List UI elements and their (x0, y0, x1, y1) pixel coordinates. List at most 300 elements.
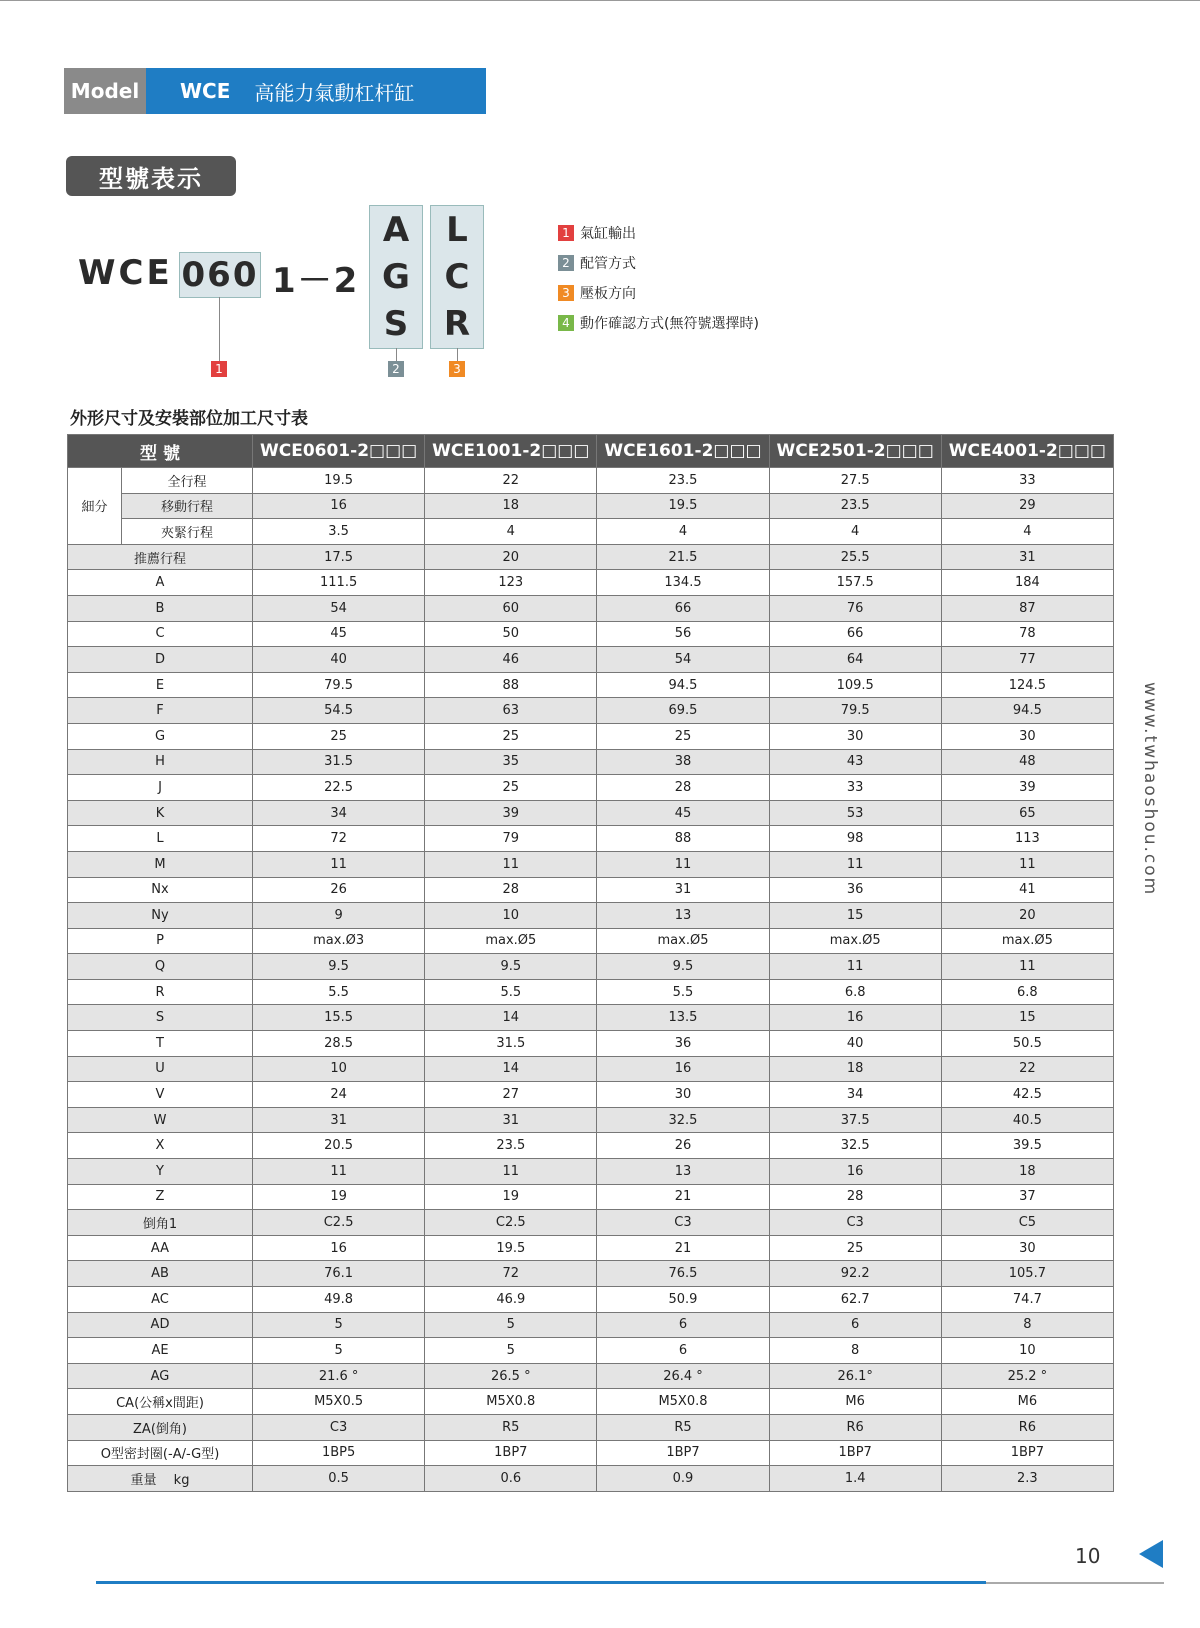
table-cell: 79.5 (769, 698, 941, 724)
table-cell: max.Ø3 (253, 928, 425, 954)
code-size-box: 060 (179, 252, 261, 298)
table-cell: 4 (769, 519, 941, 545)
row-label: W (68, 1107, 253, 1133)
table-cell: 27.5 (769, 468, 941, 494)
table-cell: C3 (253, 1414, 425, 1440)
table-cell: 72 (253, 826, 425, 852)
table-body (68, 468, 1114, 1492)
table-cell: 30 (597, 1082, 769, 1108)
table-row (68, 1210, 1114, 1236)
column-header: WCE0601-2□□□ (253, 435, 425, 468)
table-cell: 16 (253, 1235, 425, 1261)
column-header: WCE1601-2□□□ (597, 435, 769, 468)
table-cell: 27 (425, 1082, 597, 1108)
table-row (68, 928, 1114, 954)
table-cell: C2.5 (253, 1210, 425, 1236)
table-cell: max.Ø5 (597, 928, 769, 954)
legend-text: 壓板方向 (580, 286, 636, 302)
row-label: AE (68, 1338, 253, 1364)
table-cell: max.Ø5 (425, 928, 597, 954)
row-label: K (68, 800, 253, 826)
table-row (68, 570, 1114, 596)
table-cell: 1.4 (769, 1466, 941, 1492)
table-cell: 54 (597, 647, 769, 673)
table-row (68, 672, 1114, 698)
table-row (68, 800, 1114, 826)
table-cell: 19.5 (597, 493, 769, 519)
table-cell: 19.5 (253, 468, 425, 494)
table-cell: 24 (253, 1082, 425, 1108)
table-cell: M5X0.8 (425, 1389, 597, 1415)
header-banner (64, 68, 486, 114)
row-label: V (68, 1082, 253, 1108)
table-cell: 40 (769, 1031, 941, 1057)
table-cell: 34 (253, 800, 425, 826)
table-cell: 28 (769, 1184, 941, 1210)
table-cell: 16 (769, 1005, 941, 1031)
table-cell: 15 (769, 903, 941, 929)
table-cell: 5 (253, 1338, 425, 1364)
row-label: R (68, 979, 253, 1005)
row-label: H (68, 749, 253, 775)
table-cell: 45 (597, 800, 769, 826)
table-row (68, 647, 1114, 673)
table-row (68, 544, 1114, 570)
table-row (68, 1133, 1114, 1159)
row-label: A (68, 570, 253, 596)
row-label: U (68, 1056, 253, 1082)
row-label: J (68, 775, 253, 801)
table-cell: 50.5 (941, 1031, 1113, 1057)
table-row (68, 1005, 1114, 1031)
series-name: WCE (180, 79, 231, 103)
row-label: X (68, 1133, 253, 1159)
table-cell: 38 (597, 749, 769, 775)
table-cell: R5 (597, 1414, 769, 1440)
table-cell: 157.5 (769, 570, 941, 596)
table-cell: 88 (425, 672, 597, 698)
table-cell: 19.5 (425, 1235, 597, 1261)
table-cell: 37.5 (769, 1107, 941, 1133)
table-cell: 22 (941, 1056, 1113, 1082)
table-cell: 64 (769, 647, 941, 673)
table-cell: 39 (425, 800, 597, 826)
table-cell: 31.5 (425, 1031, 597, 1057)
row-label: 夾緊行程 (122, 519, 253, 545)
legend-item (558, 308, 759, 338)
table-cell: 29 (941, 493, 1113, 519)
table-cell: 19 (253, 1184, 425, 1210)
table-cell: 20 (941, 903, 1113, 929)
row-label: Q (68, 954, 253, 980)
table-row (68, 723, 1114, 749)
table-row (68, 698, 1114, 724)
table-cell: 123 (425, 570, 597, 596)
triangle-left-icon (1139, 1540, 1163, 1568)
table-row (68, 595, 1114, 621)
table-cell: 0.5 (253, 1466, 425, 1492)
table-cell: 14 (425, 1005, 597, 1031)
table-cell: 9.5 (597, 954, 769, 980)
table-cell: 32.5 (769, 1133, 941, 1159)
table-row (68, 1184, 1114, 1210)
table-cell: 28.5 (253, 1031, 425, 1057)
row-group-label: 細分 (68, 468, 122, 545)
table-cell: 6.8 (941, 979, 1113, 1005)
table-cell: 1BP7 (425, 1440, 597, 1466)
code-option-column-2 (430, 205, 484, 349)
table-cell: 1BP5 (253, 1440, 425, 1466)
table-cell: C5 (941, 1210, 1113, 1236)
table-row (68, 1261, 1114, 1287)
table-cell: 10 (425, 903, 597, 929)
table-cell: 94.5 (941, 698, 1113, 724)
table-cell: 76 (769, 595, 941, 621)
row-label: AB (68, 1261, 253, 1287)
table-cell: 56 (597, 621, 769, 647)
row-label: ZA(倒角) (68, 1414, 253, 1440)
table-cell: 13 (597, 1159, 769, 1185)
legend-item (558, 278, 759, 308)
code-option: G (382, 256, 410, 297)
legend-number: 3 (558, 285, 574, 301)
table-cell: 8 (769, 1338, 941, 1364)
table-cell: 15.5 (253, 1005, 425, 1031)
legend-item (558, 218, 759, 248)
table-cell: 1BP7 (597, 1440, 769, 1466)
table-cell: 109.5 (769, 672, 941, 698)
table-cell: 21.5 (597, 544, 769, 570)
table-cell: 30 (941, 1235, 1113, 1261)
row-label: M (68, 851, 253, 877)
table-cell: 37 (941, 1184, 1113, 1210)
table-row (68, 903, 1114, 929)
table-cell: C3 (769, 1210, 941, 1236)
row-label: C (68, 621, 253, 647)
table-cell: 69.5 (597, 698, 769, 724)
table-cell: 4 (941, 519, 1113, 545)
table-cell: 92.2 (769, 1261, 941, 1287)
connector-line (457, 348, 458, 362)
table-cell: 13 (597, 903, 769, 929)
table-cell: 0.6 (425, 1466, 597, 1492)
row-label: AA (68, 1235, 253, 1261)
table-row (68, 851, 1114, 877)
table-cell: max.Ø5 (941, 928, 1113, 954)
side-url: www.twhaoshou.com (1140, 682, 1160, 897)
column-header: WCE1001-2□□□ (425, 435, 597, 468)
table-cell: 17.5 (253, 544, 425, 570)
table-cell: 26.1° (769, 1363, 941, 1389)
table-cell: 1BP7 (769, 1440, 941, 1466)
section-title: 型號表示 (66, 156, 236, 196)
table-cell: 11 (597, 851, 769, 877)
table-cell: 5.5 (253, 979, 425, 1005)
row-label: 重量 kg (68, 1466, 253, 1492)
table-cell: 19 (425, 1184, 597, 1210)
table-cell: 76.5 (597, 1261, 769, 1287)
table-row (68, 1031, 1114, 1057)
table-cell: 31 (253, 1107, 425, 1133)
table-cell: 36 (769, 877, 941, 903)
table-cell: 134.5 (597, 570, 769, 596)
table-cell: max.Ø5 (769, 928, 941, 954)
table-row (68, 1440, 1114, 1466)
table-cell: 13.5 (597, 1005, 769, 1031)
row-label: G (68, 723, 253, 749)
top-rule (0, 0, 1200, 1)
table-cell: M6 (941, 1389, 1113, 1415)
row-label: Z (68, 1184, 253, 1210)
table-cell: 94.5 (597, 672, 769, 698)
table-cell: 16 (597, 1056, 769, 1082)
table-cell: 0.9 (597, 1466, 769, 1492)
marker-2: 2 (388, 361, 404, 377)
table-cell: 25.5 (769, 544, 941, 570)
code-option-column-1 (369, 205, 423, 349)
table-cell: 31 (597, 877, 769, 903)
table-cell: 21 (597, 1235, 769, 1261)
table-cell: 66 (769, 621, 941, 647)
table-row (68, 749, 1114, 775)
table-cell: 10 (253, 1056, 425, 1082)
table-cell: 63 (425, 698, 597, 724)
row-label: O型密封圈(-A/-G型) (68, 1440, 253, 1466)
table-cell: C3 (597, 1210, 769, 1236)
spec-table (67, 434, 1114, 1492)
table-cell: 22 (425, 468, 597, 494)
table-cell: 77 (941, 647, 1113, 673)
table-cell: 36 (597, 1031, 769, 1057)
table-row (68, 1159, 1114, 1185)
code-option: A (382, 209, 410, 250)
table-cell: 20.5 (253, 1133, 425, 1159)
row-label: E (68, 672, 253, 698)
table-cell: 74.7 (941, 1287, 1113, 1313)
table-cell: 11 (425, 851, 597, 877)
table-cell: 40 (253, 647, 425, 673)
table-cell: 50 (425, 621, 597, 647)
table-cell: 5.5 (425, 979, 597, 1005)
table-cell: 46.9 (425, 1287, 597, 1313)
table-cell: 124.5 (941, 672, 1113, 698)
row-label: 倒角1 (68, 1210, 253, 1236)
table-cell: 41 (941, 877, 1113, 903)
row-label: AG (68, 1363, 253, 1389)
table-cell: 45 (253, 621, 425, 647)
table-row (68, 979, 1114, 1005)
table-cell: 88 (597, 826, 769, 852)
table-cell: 14 (425, 1056, 597, 1082)
table-row (68, 1082, 1114, 1108)
table-cell: 79.5 (253, 672, 425, 698)
legend-number: 4 (558, 315, 574, 331)
table-row (68, 1107, 1114, 1133)
table-cell: 3.5 (253, 519, 425, 545)
table-cell: 5 (425, 1338, 597, 1364)
table-cell: 26.4 ° (597, 1363, 769, 1389)
table-row (68, 519, 1114, 545)
table-row (68, 954, 1114, 980)
table-cell: 16 (769, 1159, 941, 1185)
table-cell: R5 (425, 1414, 597, 1440)
row-label: Y (68, 1159, 253, 1185)
table-row (68, 1414, 1114, 1440)
table-cell: R6 (941, 1414, 1113, 1440)
code-option: R (443, 304, 471, 345)
table-cell: 28 (425, 877, 597, 903)
table-cell: 105.7 (941, 1261, 1113, 1287)
table-cell: 9.5 (253, 954, 425, 980)
table-cell: M5X0.5 (253, 1389, 425, 1415)
table-cell: 1BP7 (941, 1440, 1113, 1466)
table-cell: 18 (425, 493, 597, 519)
table-cell: 28 (597, 775, 769, 801)
table-cell: 4 (425, 519, 597, 545)
table-cell: 30 (769, 723, 941, 749)
code-rest: 1－2 (272, 261, 360, 301)
table-cell: 25 (253, 723, 425, 749)
marker-1: 1 (211, 361, 227, 377)
row-label: Ny (68, 903, 253, 929)
table-row (68, 1466, 1114, 1492)
table-cell: 15 (941, 1005, 1113, 1031)
table-cell: 22.5 (253, 775, 425, 801)
table-cell: 53 (769, 800, 941, 826)
table-cell: 25.2 ° (941, 1363, 1113, 1389)
table-cell: 11 (941, 851, 1113, 877)
row-label: F (68, 698, 253, 724)
table-cell: 184 (941, 570, 1113, 596)
table-cell: 65 (941, 800, 1113, 826)
table-row (68, 775, 1114, 801)
table-cell: 10 (941, 1338, 1113, 1364)
table-row (68, 1338, 1114, 1364)
table-cell: 78 (941, 621, 1113, 647)
table-cell: 11 (425, 1159, 597, 1185)
table-row (68, 621, 1114, 647)
table-cell: 18 (941, 1159, 1113, 1185)
table-cell: 72 (425, 1261, 597, 1287)
legend-text: 氣缸輸出 (580, 226, 636, 242)
row-label: P (68, 928, 253, 954)
header-model-label: 型 號 (68, 435, 253, 468)
product-name: 高能力氣動杠杆缸 (254, 80, 415, 105)
table-cell: 46 (425, 647, 597, 673)
connector-line (396, 348, 397, 362)
table-cell: 18 (769, 1056, 941, 1082)
connector-line (219, 297, 220, 361)
row-label: AC (68, 1287, 253, 1313)
footer-rule (96, 1581, 986, 1584)
table-cell: 54.5 (253, 698, 425, 724)
table-cell: 33 (941, 468, 1113, 494)
code-option: L (446, 209, 468, 250)
row-label: AD (68, 1312, 253, 1338)
table-cell: 11 (253, 851, 425, 877)
table-cell: 39 (941, 775, 1113, 801)
table-cell: 6 (769, 1312, 941, 1338)
table-cell: 9.5 (425, 954, 597, 980)
table-cell: 25 (425, 723, 597, 749)
code-legend (558, 218, 759, 338)
table-cell: 23.5 (769, 493, 941, 519)
table-row (68, 468, 1114, 494)
table-row (68, 1389, 1114, 1415)
table-header-row (68, 435, 1114, 468)
table-cell: 32.5 (597, 1107, 769, 1133)
row-label: T (68, 1031, 253, 1057)
table-cell: 21 (597, 1184, 769, 1210)
table-cell: 11 (769, 851, 941, 877)
code-prefix: WCE (78, 253, 173, 293)
page-number: 10 (1075, 1544, 1101, 1568)
table-cell: 66 (597, 595, 769, 621)
row-label: L (68, 826, 253, 852)
table-cell: 39.5 (941, 1133, 1113, 1159)
table-cell: 79 (425, 826, 597, 852)
row-label: D (68, 647, 253, 673)
table-row (68, 877, 1114, 903)
table-cell: 111.5 (253, 570, 425, 596)
table-row (68, 1235, 1114, 1261)
row-label: S (68, 1005, 253, 1031)
code-option: S (383, 304, 409, 345)
table-cell: 21.6 ° (253, 1363, 425, 1389)
table-cell: 34 (769, 1082, 941, 1108)
table-cell: 5 (425, 1312, 597, 1338)
table-cell: 62.7 (769, 1287, 941, 1313)
table-cell: 33 (769, 775, 941, 801)
table-cell: 87 (941, 595, 1113, 621)
marker-3: 3 (449, 361, 465, 377)
table-cell: 5 (253, 1312, 425, 1338)
legend-text: 配管方式 (580, 256, 636, 272)
table-row (68, 1312, 1114, 1338)
row-label: 全行程 (122, 468, 253, 494)
table-cell: 26.5 ° (425, 1363, 597, 1389)
table-cell: 9 (253, 903, 425, 929)
table-cell: 23.5 (597, 468, 769, 494)
table-cell: 50.9 (597, 1287, 769, 1313)
table-cell: 54 (253, 595, 425, 621)
table-row (68, 1287, 1114, 1313)
table-cell: 11 (941, 954, 1113, 980)
row-label: Nx (68, 877, 253, 903)
legend-text: 動作確認方式(無符號選擇時) (580, 316, 759, 332)
column-header: WCE4001-2□□□ (941, 435, 1113, 468)
table-cell: 49.8 (253, 1287, 425, 1313)
table-cell: 42.5 (941, 1082, 1113, 1108)
table-cell: 4 (597, 519, 769, 545)
column-header: WCE2501-2□□□ (769, 435, 941, 468)
table-cell: 25 (425, 775, 597, 801)
table-cell: 60 (425, 595, 597, 621)
table-cell: 43 (769, 749, 941, 775)
table-row (68, 826, 1114, 852)
table-cell: M6 (769, 1389, 941, 1415)
legend-item (558, 248, 759, 278)
footer-rule (986, 1582, 1164, 1584)
row-label: B (68, 595, 253, 621)
table-row (68, 1363, 1114, 1389)
row-label: CA(公稱x間距) (68, 1389, 253, 1415)
table-cell: 11 (769, 954, 941, 980)
table-cell: 23.5 (425, 1133, 597, 1159)
table-cell: 6 (597, 1338, 769, 1364)
table-cell: R6 (769, 1414, 941, 1440)
table-cell: 25 (597, 723, 769, 749)
